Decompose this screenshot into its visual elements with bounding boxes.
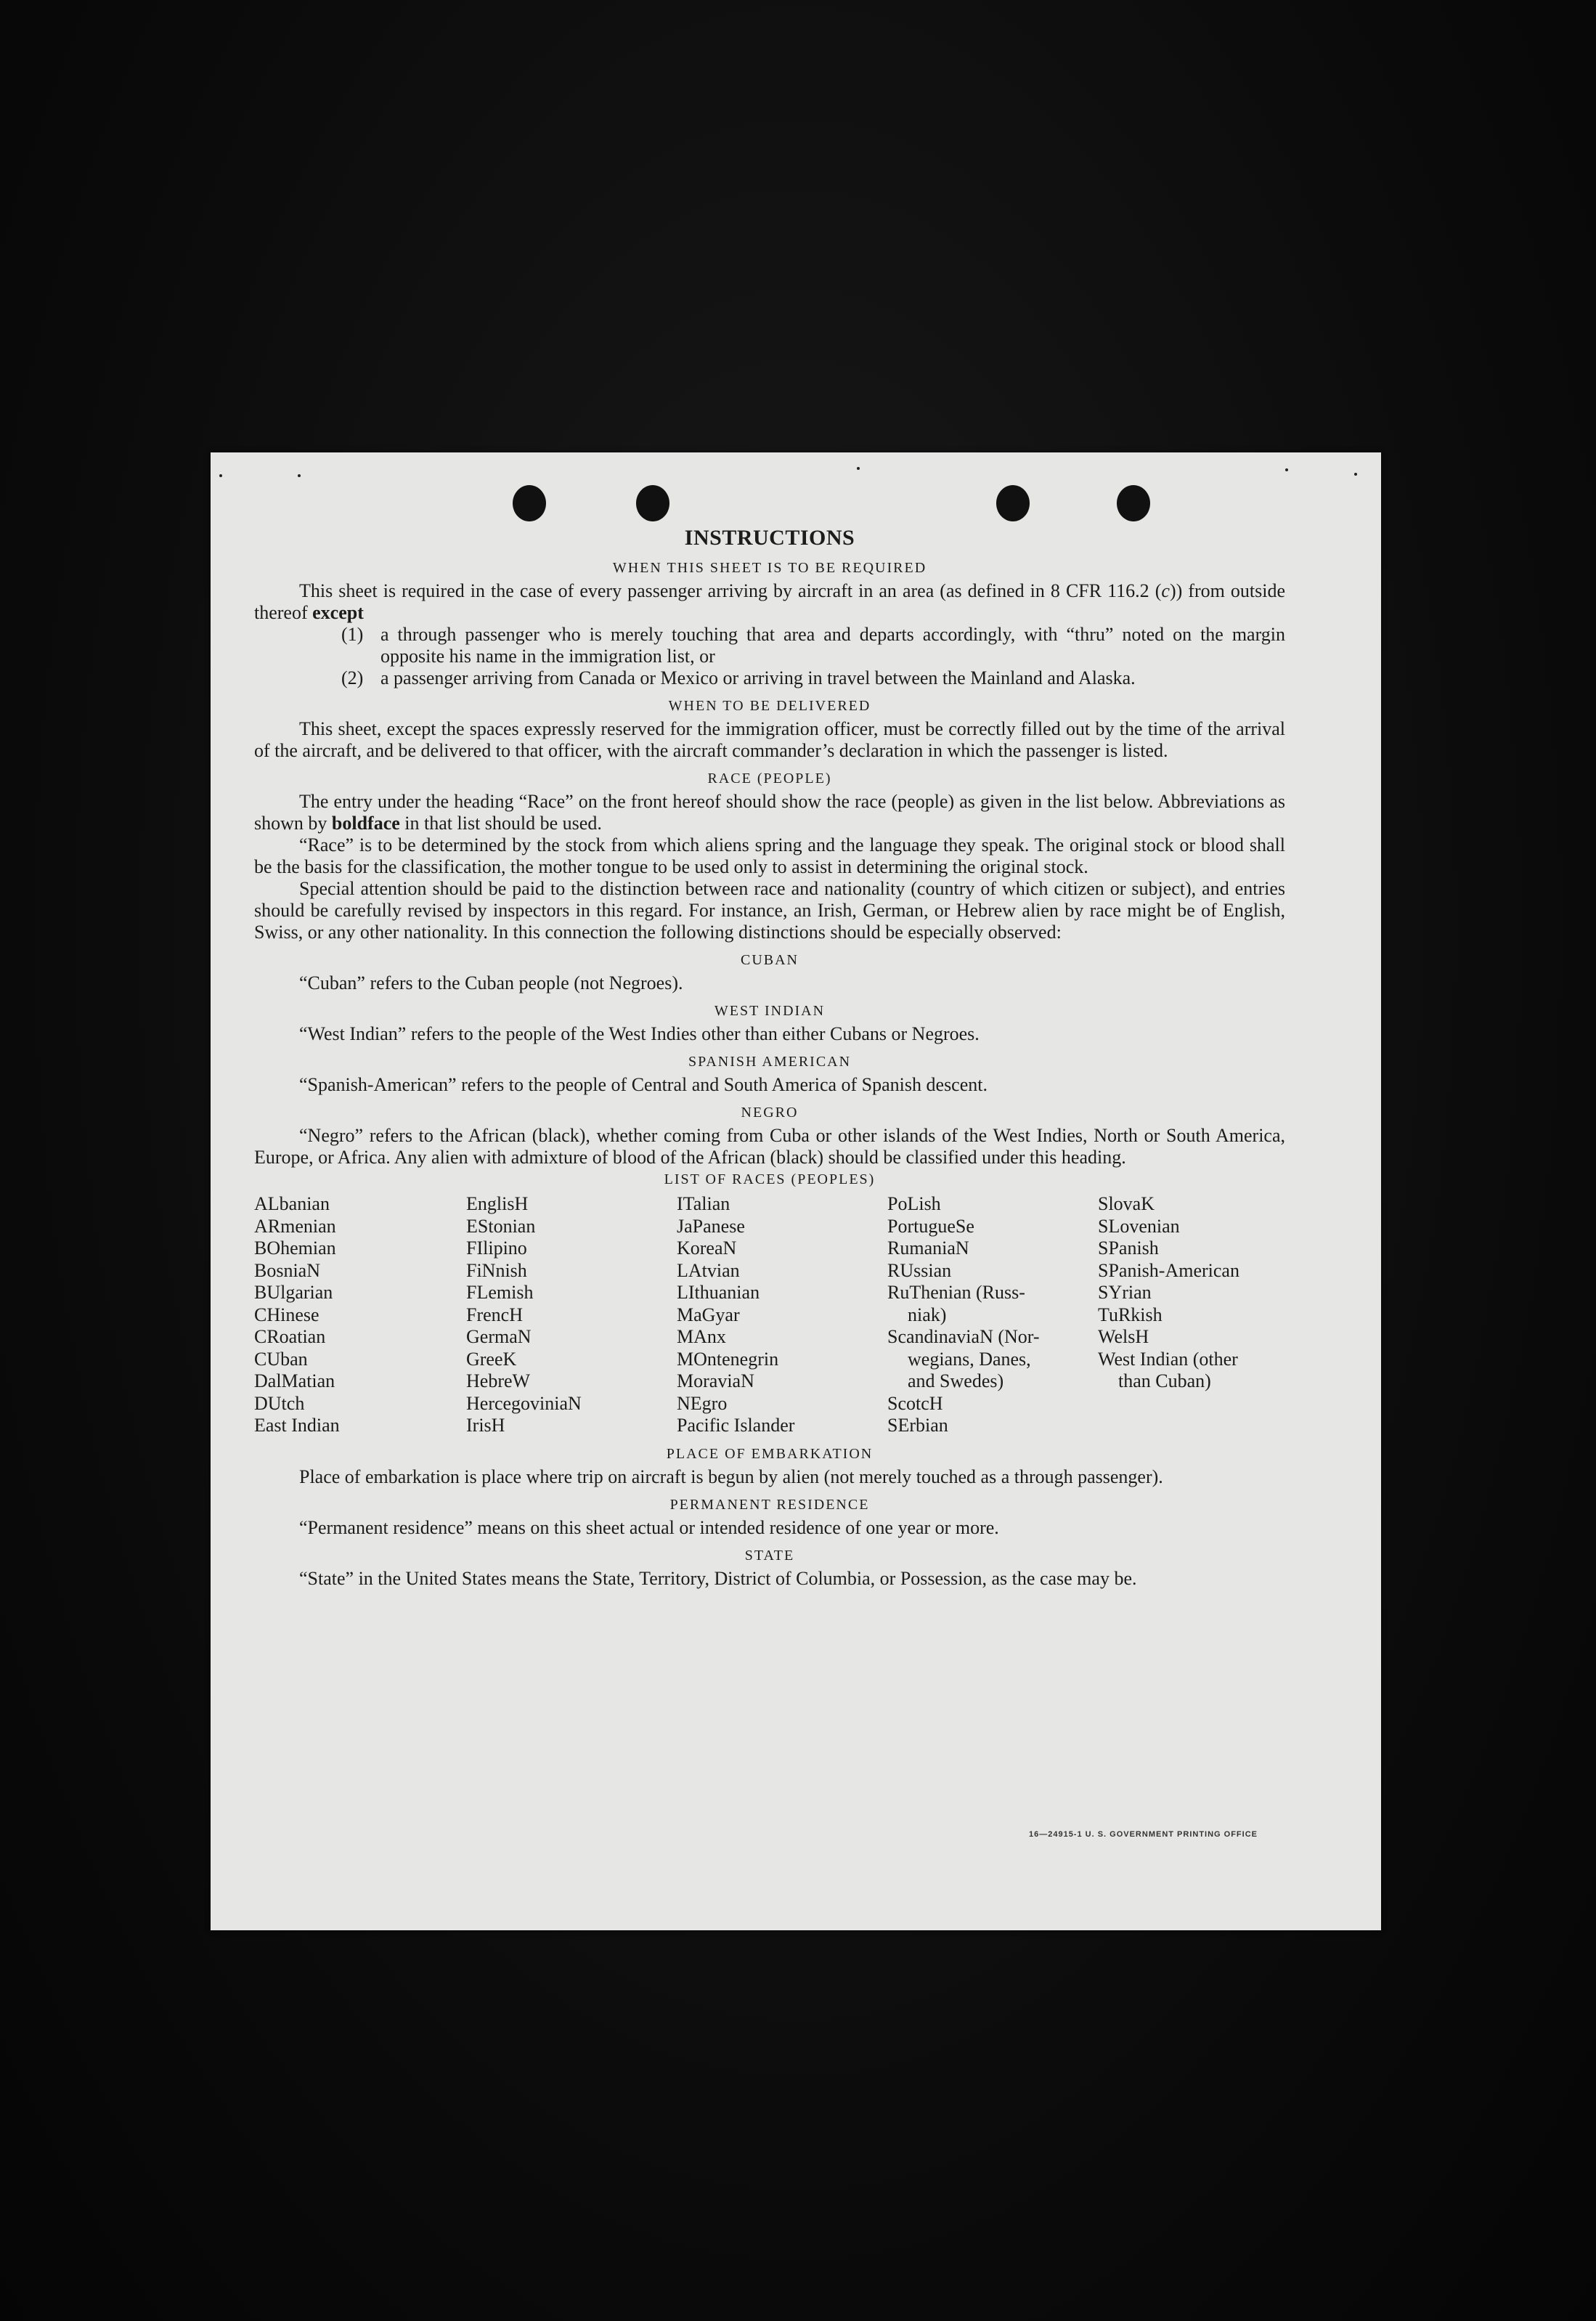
race-entry: JaPanese	[677, 1215, 745, 1237]
race-entry: SErbian	[887, 1415, 948, 1436]
heading-cuban: CUBAN	[740, 952, 799, 968]
race-p1-text-2: in that list should be used.	[399, 813, 602, 834]
punch-hole	[996, 485, 1030, 521]
paper-speck	[1354, 473, 1357, 476]
instructions-content	[254, 525, 1285, 1590]
race-entry: MoraviaN	[677, 1370, 754, 1391]
heading-required: WHEN THIS SHEET IS TO BE REQUIRED	[612, 560, 927, 576]
heading-state: STATE	[744, 1547, 795, 1564]
race-entry-continuation: and Swedes)	[908, 1370, 1004, 1391]
instruction-sheet	[211, 452, 1381, 1930]
required-intro-italic: c	[1161, 580, 1170, 601]
heading-west-indian: WEST INDIAN	[714, 1003, 826, 1019]
race-entry: LAtvian	[677, 1259, 740, 1281]
race-entry: TuRkish	[1098, 1304, 1163, 1325]
race-entry: ARmenian	[254, 1215, 336, 1237]
required-intro-bold: except	[312, 602, 364, 623]
race-entry: SPanish-American	[1098, 1259, 1239, 1281]
required-intro-text-2: )) from outside thereof	[254, 580, 1285, 623]
race-entry: SYrian	[1098, 1282, 1152, 1303]
race-entry: RUssian	[887, 1259, 952, 1281]
paper-speck	[1285, 468, 1288, 471]
heading-races-list: LIST OF RACES (PEOPLES)	[664, 1171, 876, 1187]
race-entry: BUlgarian	[254, 1282, 333, 1303]
races-list	[254, 1193, 1285, 1437]
race-entry: SlovaK	[1098, 1193, 1155, 1214]
residence-text: “Permanent residence” means on this sheet actual or intended residence of one year or more.	[299, 1516, 999, 1538]
race-entry: HebreW	[466, 1370, 531, 1391]
races-column-1	[254, 1193, 466, 1437]
heading-embarkation: PLACE OF EMBARKATION	[666, 1445, 874, 1462]
race-p1-bold: boldface	[331, 813, 400, 834]
heading-delivered: WHEN TO BE DELIVERED	[668, 698, 871, 714]
exception-number: (1)	[341, 624, 364, 645]
heading-race: RACE (PEOPLE)	[707, 771, 832, 786]
paper-speck	[219, 474, 222, 477]
race-paragraph-2: “Race” is to be determined by the stock from which aliens spring and the language they speak. The original stock or blood shall be the basis for the classification, the mother tongue to be used only to assist in determining the original stock.	[254, 834, 1285, 877]
races-column-3	[677, 1193, 887, 1437]
race-entry: SLovenian	[1098, 1215, 1180, 1237]
required-intro-text: This sheet is required in the case of every passenger arriving by aircraft in an area (as defined in 8 CFR 116.2 (	[299, 580, 1162, 601]
cuban-text: “Cuban” refers to the Cuban people (not Negroes).	[299, 972, 683, 993]
race-entry: WelsH	[1098, 1326, 1149, 1347]
race-entry: MOntenegrin	[677, 1348, 779, 1370]
exception-text: a passenger arriving from Canada or Mexico or arriving in travel between the Mainland and Alaska.	[380, 667, 1136, 688]
race-entry: EnglisH	[466, 1193, 529, 1214]
west-indian-text: “West Indian” refers to the people of the West Indies other than either Cubans or Negroes.	[299, 1023, 980, 1044]
exception-item	[254, 624, 1285, 667]
heading-residence: PERMANENT RESIDENCE	[669, 1496, 870, 1513]
race-entry: EStonian	[466, 1215, 536, 1237]
race-entry: DalMatian	[254, 1370, 335, 1391]
exception-text: a through passenger who is merely touching that area and departs accordingly, with “thru” noted on the margin opposite his name in the immigration list, or	[380, 624, 1285, 667]
race-p1-text: The entry under the heading “Race” on the front hereof should show the race (people) as given in the list below. Abbreviations as shown by	[254, 791, 1285, 834]
punch-hole	[636, 485, 669, 521]
race-entry: RuThenian (Russ-	[887, 1282, 1025, 1303]
page-title: INSTRUCTIONS	[684, 526, 855, 550]
race-entry: FrencH	[466, 1304, 523, 1325]
race-entry: MaGyar	[677, 1304, 740, 1325]
punch-hole	[1117, 485, 1150, 521]
negro-text: “Negro” refers to the African (black), whether coming from Cuba or other islands of the West Indies, North or South America, Europe, or Africa. Any alien with admixture of blood of the African (black) should be classified under this heading.	[254, 1125, 1285, 1168]
race-entry: LIthuanian	[677, 1282, 760, 1303]
spanish-american-text: “Spanish-American” refers to the people of Central and South America of Spanish descent.	[299, 1074, 988, 1095]
heading-negro: NEGRO	[741, 1105, 799, 1121]
race-paragraph-3: Special attention should be paid to the distinction between race and nationality (country of which citizen or subject), and entries should be carefully revised by inspectors in this regard. For instance, an Irish, German, or Hebrew alien by race might be of English, Swiss, or any other nationality. In this connection the following distinctions should be especially observed:	[254, 878, 1285, 943]
race-entry: MAnx	[677, 1326, 726, 1347]
races-column-5	[1098, 1193, 1287, 1437]
race-entry-continuation: than Cuban)	[1118, 1370, 1211, 1391]
race-entry: CHinese	[254, 1304, 319, 1325]
race-entry: FLemish	[466, 1282, 534, 1303]
race-entry: West Indian (other	[1098, 1348, 1238, 1370]
race-entry-continuation: wegians, Danes,	[908, 1348, 1031, 1370]
race-entry: BOhemian	[254, 1237, 336, 1259]
paper-speck	[857, 467, 860, 470]
exception-item	[254, 667, 1285, 689]
race-entry: CRoatian	[254, 1326, 326, 1347]
race-entry: SPanish	[1098, 1237, 1159, 1259]
race-entry-continuation: niak)	[908, 1304, 947, 1325]
race-entry: NEgro	[677, 1392, 728, 1414]
race-entry: IrisH	[466, 1415, 505, 1436]
embarkation-text: Place of embarkation is place where trip on aircraft is begun by alien (not merely touched as a through passenger).	[299, 1466, 1163, 1487]
printer-mark: 16—24915-1 U. S. GOVERNMENT PRINTING OFFICE	[1028, 1830, 1258, 1839]
race-entry: CUban	[254, 1348, 308, 1370]
race-paragraph-1	[254, 791, 1285, 834]
race-entry: PoLish	[887, 1193, 941, 1214]
race-entry: KoreaN	[677, 1237, 737, 1259]
race-entry: East Indian	[254, 1415, 340, 1436]
race-entry: ScotcH	[887, 1392, 943, 1414]
state-text: “State” in the United States means the State, Territory, District of Columbia, or Possession, as the case may be.	[299, 1567, 1137, 1589]
paper-speck	[298, 474, 301, 477]
race-entry: ITalian	[677, 1193, 730, 1214]
race-entry: PortugueSe	[887, 1215, 974, 1237]
required-intro	[254, 580, 1285, 624]
race-entry: ScandinaviaN (Nor-	[887, 1326, 1040, 1347]
race-entry: DUtch	[254, 1392, 305, 1414]
races-column-2	[466, 1193, 677, 1437]
race-entry: ALbanian	[254, 1193, 330, 1214]
race-entry: RumaniaN	[887, 1237, 969, 1259]
delivered-text: This sheet, except the spaces expressly reserved for the immigration officer, must be correctly filled out by the time of the arrival of the aircraft, and be delivered to that officer, with the aircraft commander’s declaration in which the passenger is listed.	[254, 718, 1285, 761]
race-entry: Pacific Islander	[677, 1415, 795, 1436]
exception-number: (2)	[341, 667, 364, 688]
race-entry: BosniaN	[254, 1259, 320, 1281]
race-entry: HercegoviniaN	[466, 1392, 582, 1414]
race-entry: GermaN	[466, 1326, 532, 1347]
race-entry: FiNnish	[466, 1259, 527, 1281]
punch-hole	[513, 485, 546, 521]
races-column-4	[887, 1193, 1098, 1437]
heading-spanish-american: SPANISH AMERICAN	[688, 1054, 852, 1070]
race-entry: GreeK	[466, 1348, 517, 1370]
race-entry: FIlipino	[466, 1237, 527, 1259]
